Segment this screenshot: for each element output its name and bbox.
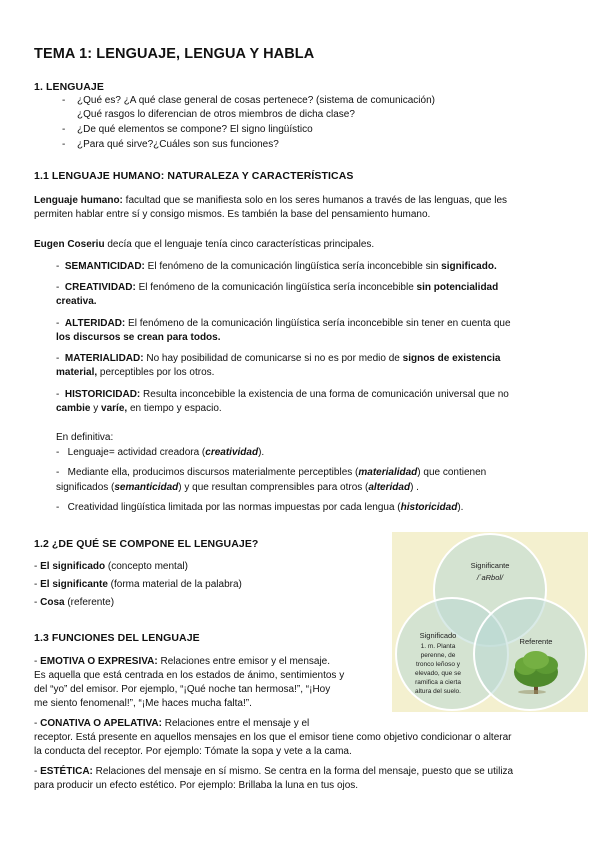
- characteristic-historicidad: - HISTORICIDAD: Resulta inconcebible la existencia de una forma de comunicación universal que no: [56, 389, 509, 400]
- significado-def-4: ramifica a cierta: [415, 679, 461, 686]
- component-cosa: - Cosa (referente): [34, 597, 115, 608]
- section-1-1-heading: 1.1 LENGUAJE HUMANO: NATURALEZA Y CARACTERÍSTICAS: [34, 170, 354, 182]
- component-significante: - El significante (forma material de la palabra): [34, 579, 242, 590]
- definition-line-1: Lenguaje humano: facultad que se manifiesta solo en los seres humanos a través de las lenguas, que les: [34, 195, 508, 206]
- venn-svg: [392, 532, 588, 712]
- significante-label: Significante: [470, 561, 510, 570]
- section-1-2-heading: 1.2 ¿DE QUÉ SE COMPONE EL LENGUAJE?: [34, 538, 259, 550]
- summary-item-2: - Mediante ella, producimos discursos materialmente perceptibles (materialidad) que contienen: [56, 467, 487, 478]
- question-functions: ¿Para qué sirve?¿Cuáles son sus funciones?: [77, 139, 279, 150]
- characteristic-alteridad-cont: los discursos se crean para todos.: [56, 332, 221, 343]
- characteristic-materialidad: - MATERIALIDAD: No hay posibilidad de comunicarse si no es por medio de signos de existencia: [56, 353, 501, 364]
- characteristic-creatividad: - CREATIVIDAD: El fenómeno de la comunicación lingüística sería inconcebible sin potencialidad: [56, 282, 499, 293]
- component-significado: - El significado (concepto mental): [34, 561, 188, 572]
- significado-def-0: 1. m. Planta: [420, 643, 456, 650]
- definition-term: Lenguaje humano:: [34, 195, 123, 206]
- function-emotiva-l2: Es aquella que está centrada en los estados de ánimo, sentimientos y: [34, 670, 345, 681]
- function-emotiva: - EMOTIVA O EXPRESIVA: Relaciones entre emisor y el mensaje.: [34, 656, 331, 667]
- significado-def-1: perenne, de: [420, 652, 456, 659]
- section-1-heading: 1. LENGUAJE: [34, 81, 104, 93]
- characteristic-creatividad-cont: creativa.: [56, 296, 97, 307]
- definition-line-2: permiten hablar entre sí y consigo mismos. Es también la base del pensamiento humano.: [34, 209, 431, 220]
- author-name: Eugen Coseriu: [34, 239, 105, 250]
- summary-item-3: - Creatividad lingüística limitada por las normas impuestas por cada lengua (historicidad).: [56, 502, 464, 513]
- significado-def-5: altura del suelo.: [415, 688, 461, 695]
- section-1-3-heading: 1.3 FUNCIONES DEL LENGUAJE: [34, 632, 200, 644]
- function-estetica: - ESTÉTICA: Relaciones del mensaje en sí mismo. Se centra en la forma del mensaje, puesto que se utiliza: [34, 766, 514, 777]
- bullet-dash: -: [62, 95, 66, 106]
- characteristic-materialidad-cont: material, perceptibles por los otros.: [56, 367, 215, 378]
- function-conativa: - CONATIVA O APELATIVA: Relaciones entre el mensaje y el: [34, 718, 310, 729]
- bullet-dash: -: [62, 124, 66, 135]
- bullet-dash: -: [62, 139, 66, 150]
- referente-label: Referente: [519, 637, 553, 646]
- characteristic-semanticidad: - SEMANTICIDAD: El fenómeno de la comunicación lingüística sería inconcebible sin significado.: [56, 261, 497, 272]
- characteristic-alteridad: - ALTERIDAD: El fenómeno de la comunicación lingüística sería inconcebible sin tener en cuenta que: [56, 318, 511, 329]
- function-emotiva-l4: me siento fenomenal!”, “¡Me haces mucha falta!”.: [34, 698, 252, 709]
- function-conativa-l2: receptor. Está presente en aquellos mensajes en los que el emisor tiene como objetivo condicionar o alterar: [34, 732, 512, 743]
- question-traits: ¿Qué rasgos lo diferencian de otros miembros de dicha clase?: [77, 109, 355, 120]
- question-elements: ¿De qué elementos se compone? El signo lingüístico: [77, 124, 313, 135]
- question-what-is: ¿Qué es? ¿A qué clase general de cosas pertenece? (sistema de comunicación): [77, 95, 435, 106]
- significado-def-2: tronco leñoso y: [415, 661, 461, 668]
- summary-intro: En definitiva:: [56, 432, 114, 443]
- function-estetica-l2: para producir un efecto estético. Por ejemplo: Brillaba la luna en tus ojos.: [34, 780, 359, 791]
- significado-label: Significado: [419, 631, 457, 640]
- summary-item-2-cont: significados (semanticidad) y que resultan comprensibles para otros (alteridad) .: [56, 482, 419, 493]
- summary-item-1: - Lenguaje= actividad creadora (creatividad).: [56, 447, 265, 458]
- coseriu-intro: Eugen Coseriu decía que el lenguaje tenía cinco características principales.: [34, 239, 375, 250]
- page-title: TEMA 1: LENGUAJE, LENGUA Y HABLA: [34, 46, 315, 62]
- characteristic-historicidad-cont: cambie y varíe, en tiempo y espacio.: [56, 403, 222, 414]
- significante-phon: /´aRbol/: [476, 573, 504, 582]
- function-conativa-l3: la conducta del receptor. Por ejemplo: Tómate la sopa y vete a la cama.: [34, 746, 352, 757]
- function-emotiva-l3: del “yo” del emisor. Por ejemplo, “¡Qué noche tan hermosa!”, “¡Hoy: [34, 684, 331, 695]
- sign-venn-diagram: [392, 532, 588, 712]
- significado-def-3: elevado, que se: [415, 670, 461, 677]
